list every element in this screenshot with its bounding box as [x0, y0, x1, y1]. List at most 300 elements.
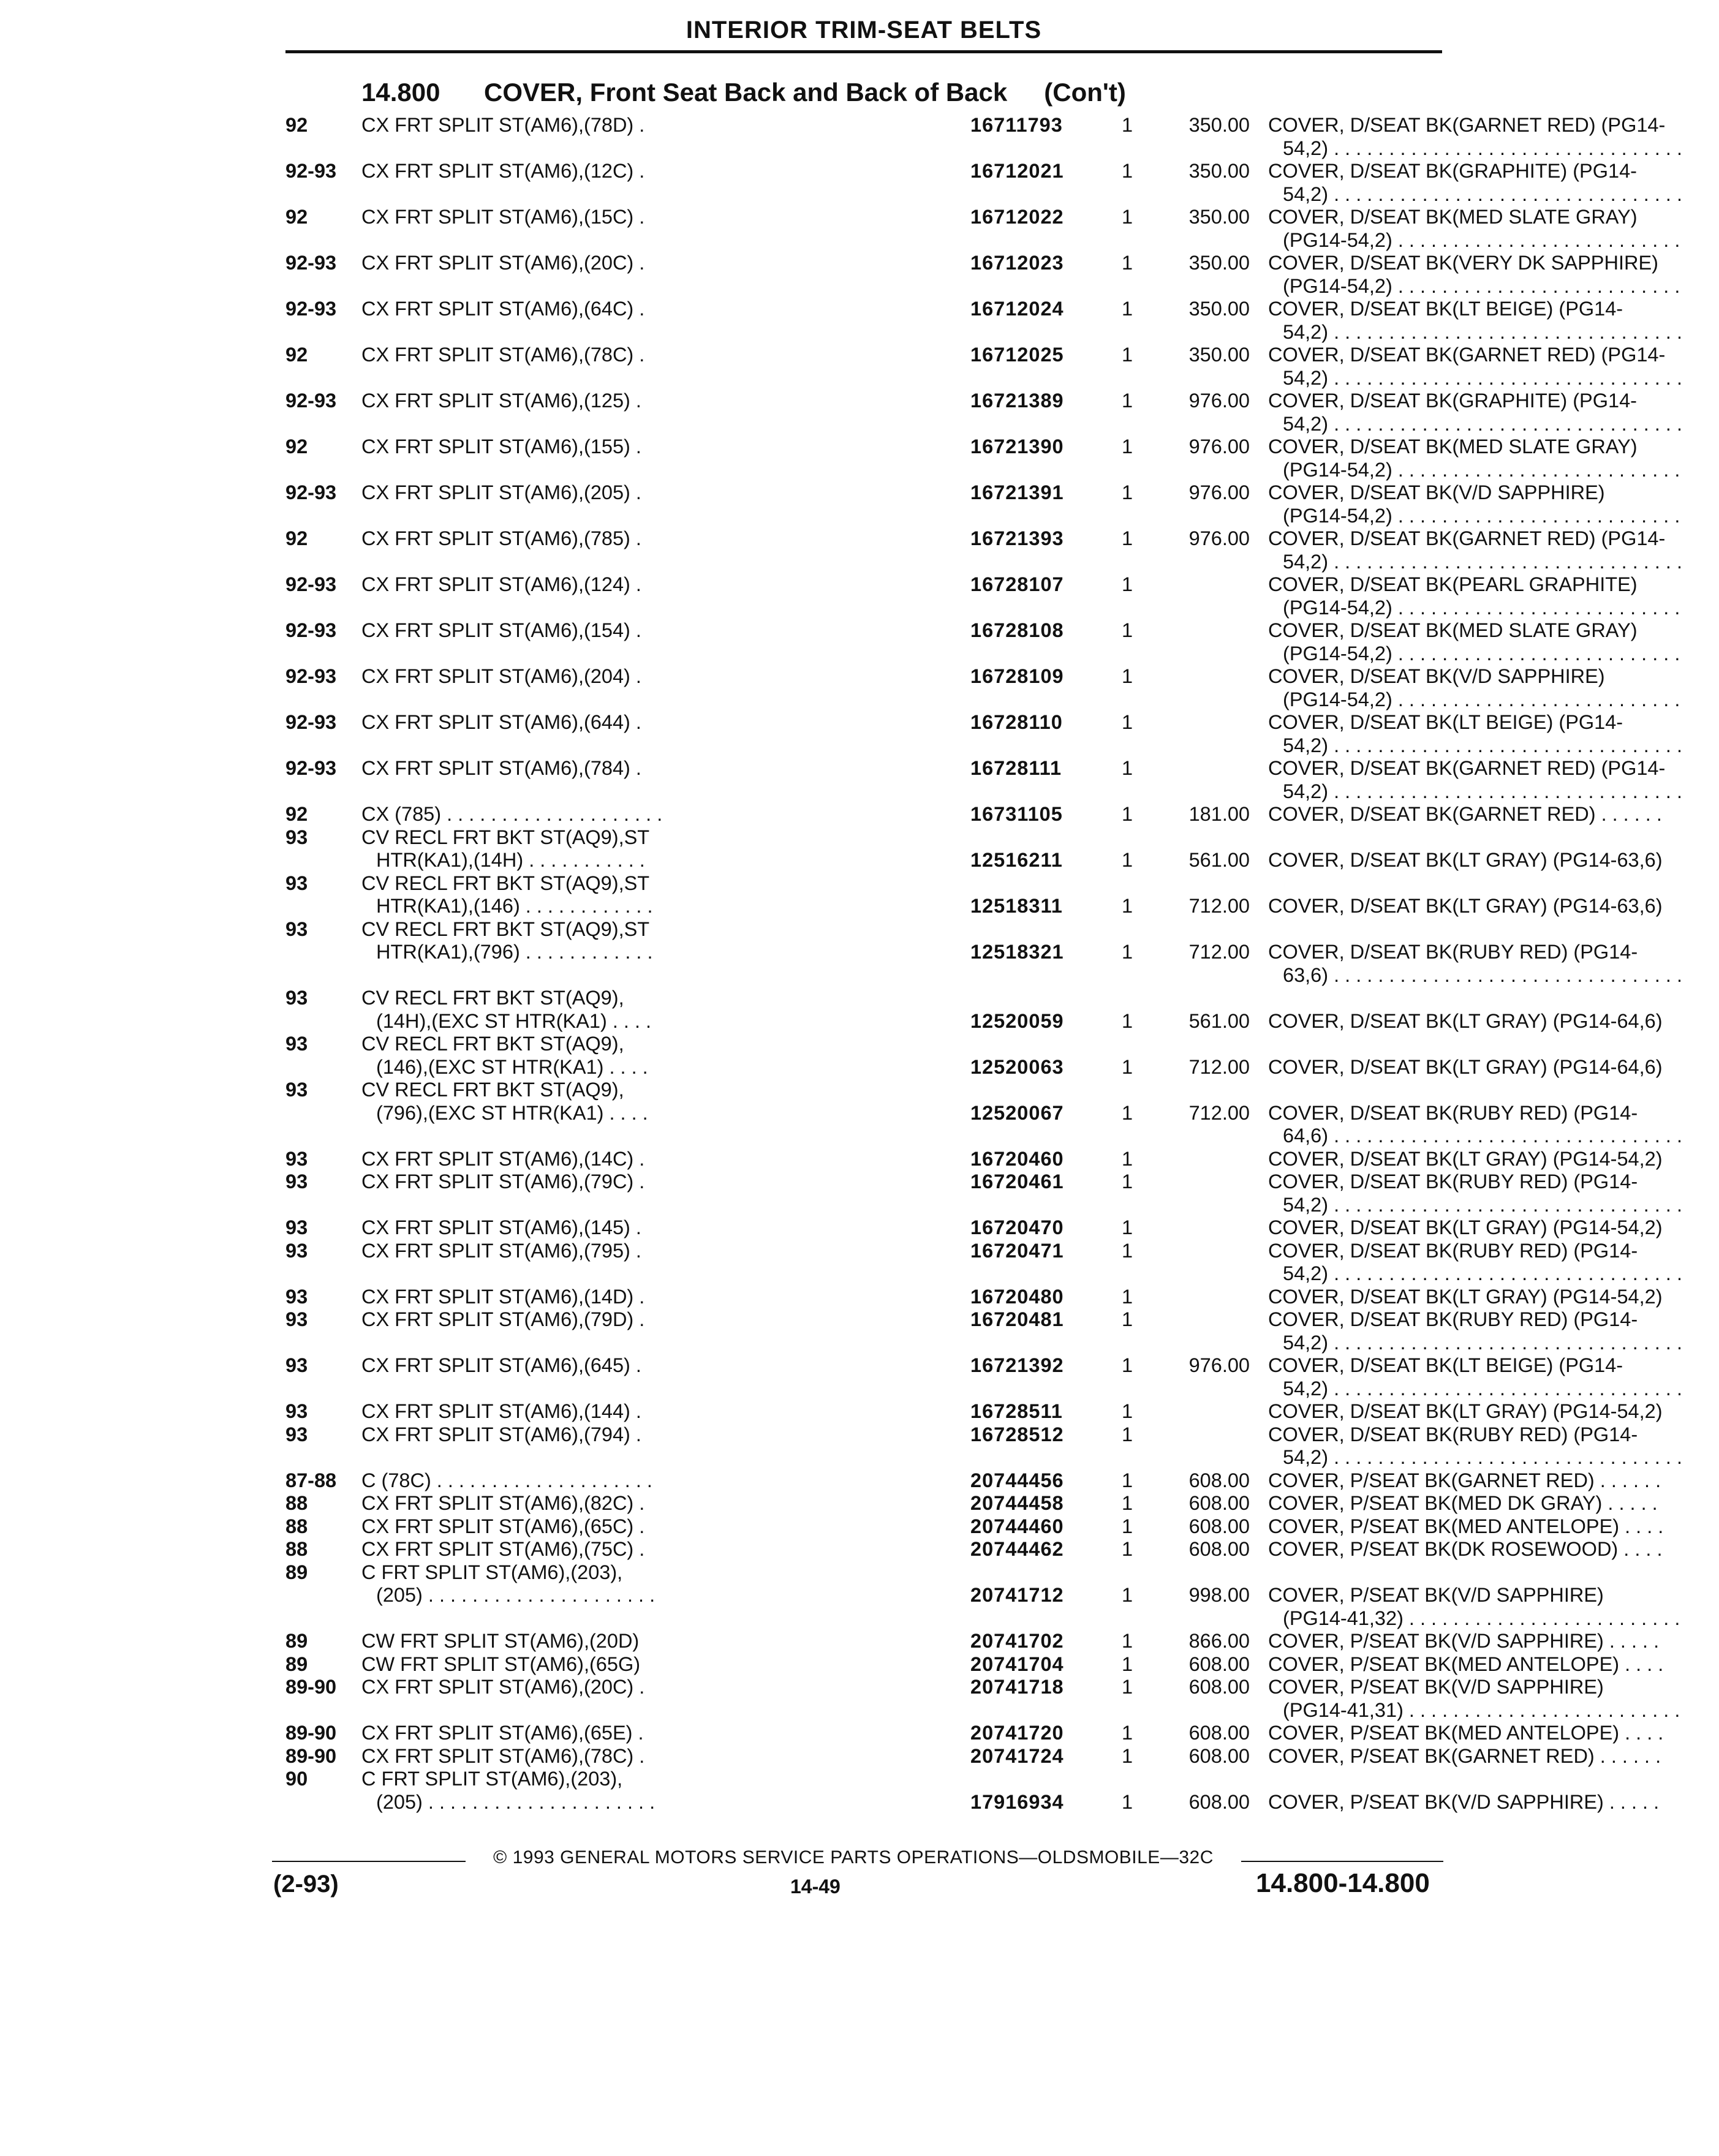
row-name-line: COVER, D/SEAT BK(V/D SAPPHIRE)	[1268, 481, 1605, 503]
table-row	[285, 1744, 1661, 1768]
row-description	[361, 1469, 964, 1493]
section-continued: (Con't)	[1044, 78, 1126, 107]
row-description	[361, 1308, 964, 1332]
row-year: 92-93	[285, 573, 337, 595]
row-name	[1268, 1745, 1719, 1768]
table-row	[285, 1561, 1680, 1630]
row-description	[361, 1630, 964, 1653]
section-heading	[361, 77, 1126, 108]
row-price: 608.00	[1188, 1469, 1250, 1491]
row-year: 93	[285, 1308, 308, 1330]
row-quantity: 1	[1122, 941, 1133, 963]
row-year: 92-93	[285, 390, 337, 412]
table-row	[285, 1033, 1663, 1079]
row-name	[1268, 849, 1719, 872]
table-row	[285, 1354, 1682, 1400]
footer-rule-right	[1241, 1861, 1443, 1862]
row-name	[1268, 1170, 1719, 1216]
row-name-line: (PG14-54,2) . . . . . . . . . . . . . . . . . . . . . . . . . .	[1283, 458, 1680, 481]
row-description	[361, 573, 964, 597]
row-year: 89-90	[285, 1676, 337, 1698]
row-quantity: 1	[1122, 481, 1133, 503]
row-quantity: 1	[1122, 1216, 1133, 1238]
row-part-number: 16712021	[970, 160, 1064, 182]
row-part-number: 16712025	[970, 344, 1064, 366]
row-quantity: 1	[1122, 435, 1133, 458]
table-row	[285, 1676, 1680, 1722]
row-name-line: COVER, D/SEAT BK(MED SLATE GRAY)	[1268, 435, 1638, 458]
row-part-number: 16720461	[970, 1170, 1064, 1193]
row-name	[1268, 1515, 1719, 1539]
row-price: 561.00	[1188, 849, 1250, 871]
row-quantity: 1	[1122, 1285, 1133, 1308]
row-name-line: COVER, D/SEAT BK(RUBY RED) (PG14-	[1268, 1239, 1638, 1262]
row-price: 712.00	[1188, 941, 1250, 963]
table-row	[285, 1722, 1664, 1745]
row-description	[361, 665, 964, 688]
row-description	[361, 390, 964, 413]
row-year: 92-93	[285, 481, 337, 503]
table-row	[285, 1170, 1682, 1216]
row-year: 92-93	[285, 757, 337, 779]
row-description	[361, 527, 964, 551]
row-year: 92	[285, 114, 308, 136]
row-part-number: 16728109	[970, 665, 1064, 687]
row-price: 608.00	[1188, 1653, 1250, 1675]
table-row	[285, 987, 1663, 1033]
row-description-line: (14H),(EXC ST HTR(KA1) . . . .	[376, 1009, 652, 1032]
row-part-number: 12516211	[970, 849, 1063, 871]
row-name-line: 54,2) . . . . . . . . . . . . . . . . . . . . . . . . . . . . . . . .	[1283, 1331, 1682, 1354]
row-description	[361, 918, 964, 964]
row-year: 87-88	[285, 1469, 337, 1491]
row-year: 92-93	[285, 252, 337, 274]
row-name	[1268, 252, 1719, 298]
row-description	[361, 1286, 964, 1309]
row-name	[1268, 665, 1719, 711]
row-description-line: CX FRT SPLIT ST(AM6),(144) .	[361, 1400, 641, 1422]
row-name-line: (PG14-54,2) . . . . . . . . . . . . . . . . . . . . . . . . . .	[1283, 504, 1680, 527]
table-row	[285, 1239, 1682, 1286]
row-name-line: COVER, D/SEAT BK(RUBY RED) (PG14-	[1268, 941, 1638, 963]
row-name-line: (PG14-54,2) . . . . . . . . . . . . . . . . . . . . . . . . . .	[1283, 688, 1680, 710]
row-name	[1268, 527, 1719, 573]
row-quantity: 1	[1122, 252, 1133, 274]
row-quantity: 1	[1122, 1584, 1133, 1606]
row-name	[1268, 1354, 1719, 1400]
row-description-line: CX FRT SPLIT ST(AM6),(65C) .	[361, 1515, 645, 1537]
row-description-line: CX (785) . . . . . . . . . . . . . . . . . . . .	[361, 803, 663, 825]
row-name	[1268, 619, 1719, 665]
table-row	[285, 527, 1682, 573]
row-name	[1268, 390, 1719, 435]
row-name	[1268, 1722, 1719, 1745]
table-row	[285, 711, 1682, 757]
row-description-line: CX FRT SPLIT ST(AM6),(795) .	[361, 1239, 641, 1262]
row-quantity: 1	[1122, 114, 1133, 136]
row-year: 92	[285, 803, 308, 825]
row-description-line: C FRT SPLIT ST(AM6),(203),	[361, 1561, 623, 1583]
row-name	[1268, 435, 1719, 481]
row-name-line: COVER, D/SEAT BK(RUBY RED) (PG14-	[1268, 1423, 1638, 1446]
row-name-line: COVER, P/SEAT BK(MED DK GRAY) . . . . .	[1268, 1492, 1658, 1514]
table-row	[285, 1492, 1658, 1515]
row-year: 93	[285, 826, 308, 848]
table-row	[285, 298, 1682, 344]
row-description	[361, 1240, 964, 1263]
row-description-line: CX FRT SPLIT ST(AM6),(645) .	[361, 1354, 641, 1376]
row-description-line: CV RECL FRT BKT ST(AQ9),	[361, 987, 624, 1009]
row-price: 976.00	[1188, 527, 1250, 549]
table-row	[285, 1653, 1664, 1676]
row-name	[1268, 1584, 1719, 1630]
row-price: 561.00	[1188, 1009, 1250, 1032]
row-year: 93	[285, 1216, 308, 1238]
row-description	[361, 114, 964, 137]
row-quantity: 1	[1122, 665, 1133, 687]
row-name	[1268, 573, 1719, 619]
row-price: 866.00	[1188, 1630, 1250, 1652]
row-name-line: COVER, D/SEAT BK(PEARL GRAPHITE)	[1268, 573, 1638, 595]
row-description-line: CW FRT SPLIT ST(AM6),(20D)	[361, 1630, 640, 1652]
row-quantity: 1	[1122, 390, 1133, 412]
row-part-number: 20741704	[970, 1653, 1064, 1675]
row-description-line: CX FRT SPLIT ST(AM6),(78D) .	[361, 114, 645, 136]
row-name-line: COVER, D/SEAT BK(GRAPHITE) (PG14-	[1268, 160, 1637, 182]
table-row	[285, 1285, 1663, 1309]
row-name	[1268, 481, 1719, 527]
row-name-line: COVER, D/SEAT BK(RUBY RED) (PG14-	[1268, 1101, 1638, 1124]
table-row	[285, 344, 1682, 390]
row-price: 976.00	[1188, 1354, 1250, 1376]
row-quantity: 1	[1122, 1354, 1133, 1376]
row-price: 350.00	[1188, 160, 1250, 182]
row-description-line: CX FRT SPLIT ST(AM6),(154) .	[361, 619, 641, 641]
row-description-line: CX FRT SPLIT ST(AM6),(20C) .	[361, 1676, 645, 1698]
row-name-line: COVER, P/SEAT BK(GARNET RED) . . . . . .	[1268, 1744, 1661, 1767]
row-description	[361, 619, 964, 643]
row-name-line: COVER, P/SEAT BK(MED ANTELOPE) . . . .	[1268, 1653, 1664, 1675]
row-description-line: CX FRT SPLIT ST(AM6),(125) .	[361, 390, 641, 412]
row-quantity: 1	[1122, 1676, 1133, 1698]
row-price: 608.00	[1188, 1744, 1250, 1767]
row-name	[1268, 1423, 1719, 1469]
row-part-number: 16728111	[970, 757, 1062, 779]
row-name-line: 54,2) . . . . . . . . . . . . . . . . . . . . . . . . . . . . . . . .	[1283, 366, 1682, 389]
row-name-line: COVER, D/SEAT BK(LT GRAY) (PG14-54,2)	[1268, 1216, 1663, 1238]
row-description-line: C FRT SPLIT ST(AM6),(203),	[361, 1768, 623, 1790]
row-part-number: 16731105	[970, 803, 1063, 825]
row-description	[361, 987, 964, 1033]
row-name	[1268, 344, 1719, 390]
row-name-line: COVER, D/SEAT BK(VERY DK SAPPHIRE)	[1268, 252, 1658, 274]
row-name	[1268, 1630, 1719, 1653]
row-name	[1268, 1010, 1719, 1033]
row-name-line: 54,2) . . . . . . . . . . . . . . . . . . . . . . . . . . . . . . . .	[1283, 780, 1682, 802]
row-name	[1268, 1216, 1719, 1240]
row-year: 93	[285, 1147, 308, 1170]
row-description	[361, 1745, 964, 1768]
row-name-line: COVER, D/SEAT BK(GARNET RED) (PG14-	[1268, 757, 1666, 779]
row-year: 89-90	[285, 1722, 337, 1744]
row-quantity: 1	[1122, 803, 1133, 825]
row-name-line: COVER, D/SEAT BK(LT BEIGE) (PG14-	[1268, 711, 1623, 733]
row-description-line: CX FRT SPLIT ST(AM6),(75C) .	[361, 1538, 645, 1560]
row-year: 93	[285, 1239, 308, 1262]
row-price: 712.00	[1188, 895, 1250, 917]
table-row	[285, 1216, 1663, 1240]
row-part-number: 20741724	[970, 1744, 1064, 1767]
footer-section-range: 14.800-14.800	[1256, 1868, 1430, 1898]
row-description	[361, 1515, 964, 1539]
row-price: 976.00	[1188, 390, 1250, 412]
row-name-line: 54,2) . . . . . . . . . . . . . . . . . . . . . . . . . . . . . . . .	[1283, 320, 1682, 343]
row-description	[361, 252, 964, 275]
row-description-line: (205) . . . . . . . . . . . . . . . . . . . . .	[376, 1584, 655, 1606]
row-name	[1268, 1148, 1719, 1171]
row-description-line: CX FRT SPLIT ST(AM6),(79C) .	[361, 1170, 645, 1193]
row-part-number: 20744458	[970, 1492, 1064, 1514]
page-title: INTERIOR TRIM-SEAT BELTS	[686, 17, 1042, 43]
row-description-line: CX FRT SPLIT ST(AM6),(205) .	[361, 481, 641, 503]
row-year: 92-93	[285, 711, 337, 733]
row-name-line: COVER, P/SEAT BK(V/D SAPPHIRE)	[1268, 1676, 1604, 1698]
row-price: 976.00	[1188, 481, 1250, 503]
row-name-line: COVER, D/SEAT BK(LT GRAY) (PG14-63,6)	[1268, 895, 1663, 917]
row-description	[361, 298, 964, 321]
row-description-line: CX FRT SPLIT ST(AM6),(65E) .	[361, 1722, 644, 1744]
row-name-line: (PG14-54,2) . . . . . . . . . . . . . . . . . . . . . . . . . .	[1283, 642, 1680, 665]
table-row	[285, 619, 1680, 665]
row-quantity: 1	[1122, 1653, 1133, 1675]
row-name	[1268, 1469, 1719, 1493]
row-part-number: 20741718	[970, 1676, 1064, 1698]
row-name-line: COVER, D/SEAT BK(RUBY RED) (PG14-	[1268, 1308, 1638, 1330]
row-part-number: 20741712	[970, 1584, 1064, 1606]
row-name	[1268, 114, 1719, 160]
row-name-line: COVER, D/SEAT BK(V/D SAPPHIRE)	[1268, 665, 1605, 687]
row-part-number: 16720460	[970, 1147, 1064, 1170]
row-name-line: COVER, D/SEAT BK(GARNET RED) (PG14-	[1268, 114, 1666, 136]
row-quantity: 1	[1122, 1744, 1133, 1767]
row-description-line: CX FRT SPLIT ST(AM6),(785) .	[361, 527, 641, 549]
row-name	[1268, 206, 1719, 252]
row-year: 93	[285, 1423, 308, 1446]
table-row	[285, 1147, 1663, 1171]
row-quantity: 1	[1122, 1423, 1133, 1446]
footer-page-number: 14-49	[790, 1875, 841, 1898]
row-description-line: CV RECL FRT BKT ST(AQ9),	[361, 1079, 624, 1101]
row-description-line: C (78C) . . . . . . . . . . . . . . . . . . . .	[361, 1469, 652, 1491]
row-name	[1268, 1653, 1719, 1676]
row-year: 88	[285, 1492, 308, 1514]
table-row	[285, 481, 1680, 527]
row-year: 93	[285, 987, 308, 1009]
row-name-line: COVER, D/SEAT BK(LT GRAY) (PG14-63,6)	[1268, 849, 1663, 871]
row-description	[361, 1354, 964, 1378]
row-year: 92	[285, 344, 308, 366]
table-row	[285, 206, 1680, 252]
row-quantity: 1	[1122, 1469, 1133, 1491]
row-quantity: 1	[1122, 160, 1133, 182]
row-year: 93	[285, 1354, 308, 1376]
row-name	[1268, 895, 1719, 918]
row-name-line: COVER, D/SEAT BK(LT GRAY) (PG14-64,6)	[1268, 1009, 1663, 1032]
row-name-line: COVER, P/SEAT BK(DK ROSEWOOD) . . . .	[1268, 1538, 1663, 1560]
row-name	[1268, 1791, 1719, 1814]
row-part-number: 16712022	[970, 206, 1064, 228]
row-name-line: COVER, P/SEAT BK(MED ANTELOPE) . . . .	[1268, 1515, 1664, 1537]
row-year: 92-93	[285, 160, 337, 182]
table-row	[285, 803, 1662, 826]
row-quantity: 1	[1122, 849, 1133, 871]
table-row	[285, 1400, 1663, 1423]
row-description	[361, 872, 964, 918]
row-name-line: (PG14-41,31) . . . . . . . . . . . . . . . . . . . . . . . . .	[1283, 1698, 1680, 1721]
row-description	[361, 1216, 964, 1240]
table-row	[285, 1768, 1660, 1814]
row-description	[361, 826, 964, 872]
row-year: 89	[285, 1653, 308, 1675]
table-row	[285, 757, 1682, 803]
row-name	[1268, 160, 1719, 206]
row-description	[361, 160, 964, 183]
row-description	[361, 1768, 964, 1814]
row-part-number: 20744456	[970, 1469, 1064, 1491]
row-name-line: COVER, P/SEAT BK(MED ANTELOPE) . . . .	[1268, 1722, 1664, 1744]
row-year: 92-93	[285, 665, 337, 687]
row-name-line: 54,2) . . . . . . . . . . . . . . . . . . . . . . . . . . . . . . . .	[1283, 412, 1682, 435]
row-description	[361, 1079, 964, 1125]
row-part-number: 12520063	[970, 1055, 1064, 1078]
row-description-line: CX FRT SPLIT ST(AM6),(20C) .	[361, 252, 645, 274]
row-quantity: 1	[1122, 1101, 1133, 1124]
row-description-line: CX FRT SPLIT ST(AM6),(14D) .	[361, 1285, 645, 1308]
row-name	[1268, 1286, 1719, 1309]
row-description	[361, 1653, 964, 1676]
row-description-line: CX FRT SPLIT ST(AM6),(124) .	[361, 573, 641, 595]
row-year: 93	[285, 1285, 308, 1308]
row-year: 88	[285, 1538, 308, 1560]
row-part-number: 16712023	[970, 252, 1064, 274]
row-name	[1268, 941, 1719, 987]
row-description-line: (146),(EXC ST HTR(KA1) . . . .	[376, 1055, 648, 1078]
table-row	[285, 1079, 1682, 1148]
row-description-line: CX FRT SPLIT ST(AM6),(14C) .	[361, 1147, 645, 1170]
row-quantity: 1	[1122, 757, 1133, 779]
table-row	[285, 872, 1663, 918]
table-row	[285, 1469, 1661, 1493]
row-year: 92	[285, 527, 308, 549]
row-description	[361, 435, 964, 459]
row-description-line: CX FRT SPLIT ST(AM6),(145) .	[361, 1216, 641, 1238]
row-name	[1268, 1400, 1719, 1423]
row-description-line: CX FRT SPLIT ST(AM6),(794) .	[361, 1423, 641, 1446]
row-description-line: CX FRT SPLIT ST(AM6),(204) .	[361, 665, 641, 687]
table-row	[285, 665, 1680, 711]
row-description-line: CX FRT SPLIT ST(AM6),(78C) .	[361, 1744, 645, 1767]
row-name-line: 54,2) . . . . . . . . . . . . . . . . . . . . . . . . . . . . . . . .	[1283, 1193, 1682, 1216]
row-part-number: 20744462	[970, 1538, 1064, 1560]
row-quantity: 1	[1122, 573, 1133, 595]
row-part-number: 16721389	[970, 390, 1064, 412]
row-name-line: (PG14-41,32) . . . . . . . . . . . . . . . . . . . . . . . . .	[1283, 1607, 1680, 1629]
table-row	[285, 573, 1680, 619]
table-row	[285, 160, 1682, 206]
section-number: 14.800	[361, 78, 440, 107]
row-description-line: CV RECL FRT BKT ST(AQ9),	[361, 1033, 624, 1055]
row-part-number: 17916934	[970, 1790, 1064, 1813]
table-row	[285, 435, 1680, 481]
row-name-line: COVER, D/SEAT BK(LT GRAY) (PG14-54,2)	[1268, 1147, 1663, 1170]
row-name-line: COVER, P/SEAT BK(V/D SAPPHIRE)	[1268, 1584, 1604, 1606]
row-description-line: CV RECL FRT BKT ST(AQ9),ST	[361, 826, 650, 848]
row-year: 89-90	[285, 1744, 337, 1767]
row-quantity: 1	[1122, 298, 1133, 320]
row-quantity: 1	[1122, 1790, 1133, 1813]
row-quantity: 1	[1122, 711, 1133, 733]
row-year: 88	[285, 1515, 308, 1537]
row-name-line: 54,2) . . . . . . . . . . . . . . . . . . . . . . . . . . . . . . . .	[1283, 550, 1682, 573]
row-description-line: CX FRT SPLIT ST(AM6),(155) .	[361, 435, 641, 458]
row-year: 89	[285, 1561, 308, 1583]
row-description	[361, 1492, 964, 1515]
row-name-line: COVER, D/SEAT BK(GARNET RED) (PG14-	[1268, 344, 1666, 366]
row-quantity: 1	[1122, 1492, 1133, 1514]
table-row	[285, 390, 1682, 435]
row-name-line: (PG14-54,2) . . . . . . . . . . . . . . . . . . . . . . . . . .	[1283, 596, 1680, 619]
table-row	[285, 114, 1682, 160]
row-part-number: 16721390	[970, 435, 1064, 458]
row-name-line: COVER, P/SEAT BK(GARNET RED) . . . . . .	[1268, 1469, 1661, 1491]
row-part-number: 16711793	[970, 114, 1063, 136]
row-name	[1268, 803, 1719, 826]
row-name-line: COVER, P/SEAT BK(V/D SAPPHIRE) . . . . .	[1268, 1790, 1660, 1813]
row-name	[1268, 1538, 1719, 1561]
parts-list	[285, 114, 1682, 1814]
row-name	[1268, 1492, 1719, 1515]
row-year: 93	[285, 1170, 308, 1193]
row-name-line: 64,6) . . . . . . . . . . . . . . . . . . . . . . . . . . . . . . . .	[1283, 1125, 1682, 1147]
row-price: 608.00	[1188, 1492, 1250, 1514]
row-part-number: 12518311	[970, 895, 1063, 917]
row-description-line: (796),(EXC ST HTR(KA1) . . . .	[376, 1101, 648, 1124]
row-name-line: 54,2) . . . . . . . . . . . . . . . . . . . . . . . . . . . . . . . .	[1283, 1377, 1682, 1400]
row-part-number: 16728107	[970, 573, 1064, 595]
row-description	[361, 1676, 964, 1699]
row-quantity: 1	[1122, 1400, 1133, 1422]
row-description	[361, 1148, 964, 1171]
row-part-number: 12520067	[970, 1101, 1064, 1124]
footer-rule-left	[272, 1861, 466, 1862]
row-year: 93	[285, 918, 308, 940]
row-description	[361, 1722, 964, 1745]
row-part-number: 20744460	[970, 1515, 1064, 1537]
row-year: 92-93	[285, 619, 337, 641]
row-description-line: CX FRT SPLIT ST(AM6),(12C) .	[361, 160, 645, 182]
row-year: 89	[285, 1630, 308, 1652]
row-price: 608.00	[1188, 1676, 1250, 1698]
row-part-number: 12520059	[970, 1009, 1064, 1032]
table-row	[285, 1423, 1682, 1469]
row-price: 350.00	[1188, 298, 1250, 320]
row-quantity: 1	[1122, 1170, 1133, 1193]
row-description-line: CX FRT SPLIT ST(AM6),(79D) .	[361, 1308, 645, 1330]
row-part-number: 16720481	[970, 1308, 1064, 1330]
row-year: 92-93	[285, 298, 337, 320]
row-name-line: COVER, D/SEAT BK(LT GRAY) (PG14-64,6)	[1268, 1055, 1663, 1078]
row-description	[361, 1538, 964, 1561]
